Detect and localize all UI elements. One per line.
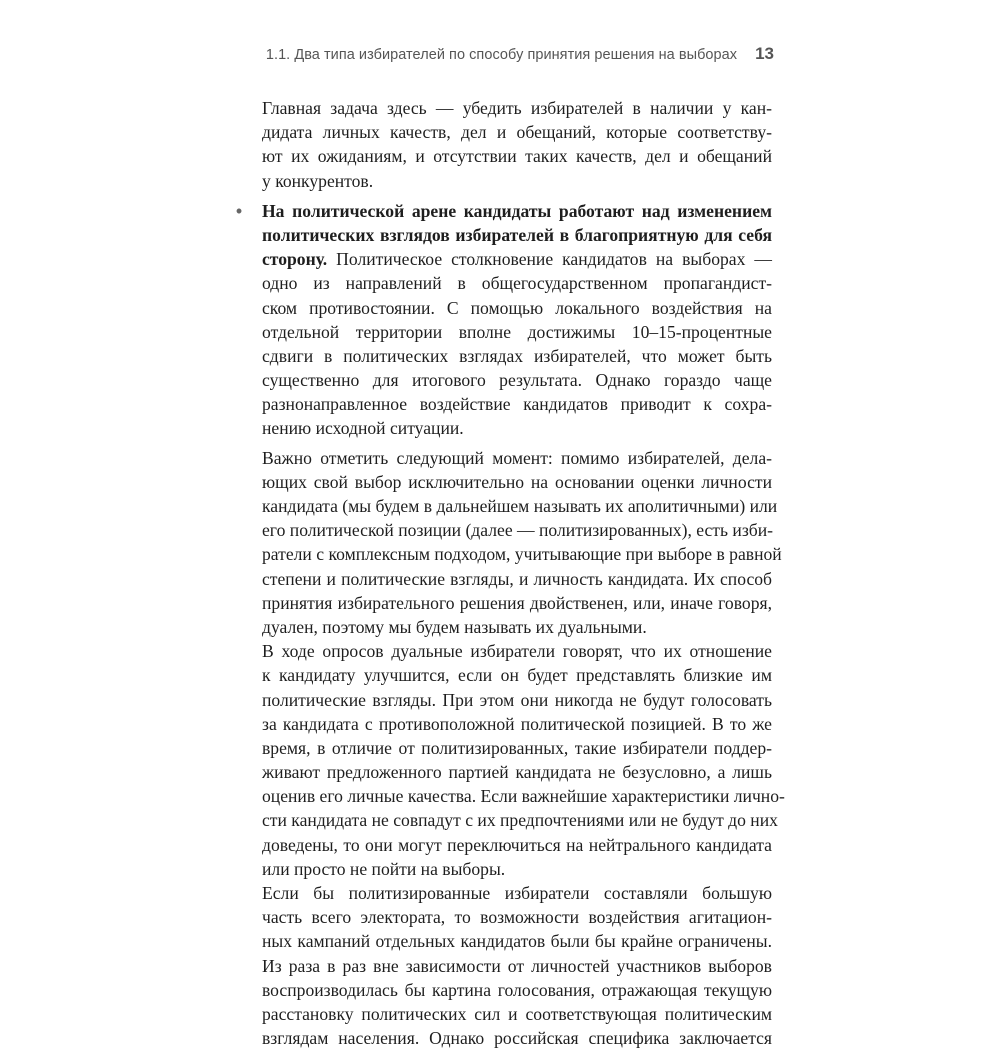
text-line: расстановку политических сил и соответствующая политическим [262,1003,772,1024]
text-line: воспроизводилась бы картина голосования, отражающая текущую [262,979,772,1000]
text-line: существенно для итогового результата. Однако гораздо чаще [262,370,772,391]
text-line: сти кандидата не совпадут с их предпочтениями или не будут до них [262,810,778,831]
text-line: сдвиги в политических взглядах избирателей, что может быть [262,345,772,366]
text-line: отдельной территории вполне достижимы 10–15-процентные [262,321,772,342]
bullet-item [235,199,772,441]
text-line: одно из направлений в общегосударственном пропагандист- [262,273,772,294]
paragraph-3 [262,639,785,881]
text-line: к кандидату улучшится, если он будет представлять близкие им [262,665,772,686]
text-line: ют их ожиданиям, и отсутствии таких качеств, дел и обещаний [262,146,772,167]
text-line: его политической позиции (далее — политизированных), есть изби- [262,520,774,541]
text-line [262,199,772,223]
text-line: Если бы политизированные избиратели составляли большую [262,883,772,903]
text-line: время, в отличие от политизированных, такие избиратели поддер- [262,737,772,758]
text-line: принятия избирательного решения двойственен, или, иначе говоря, [262,592,772,613]
bullet-marker: • [235,200,243,221]
text-line: оценив его личные качества. Если важнейшие характеристики лично- [262,786,785,807]
paragraph-2 [262,446,782,640]
text-line: взглядам населения. Однако российская специфика заключается [262,1028,772,1049]
text-line: ных кампаний отдельных кандидатов были бы крайне ограничены. [262,931,772,952]
text-line: доведены, то они могут переключиться на нейтрального кандидата [262,834,772,855]
text-line: ратели с комплексным подходом, учитывающие при выборе в равной [262,544,782,565]
text-line: кандидата (мы будем в дальнейшем называть их аполитичными) или [262,496,778,516]
text-line: дуален, поэтому мы будем называть их дуальными. [262,616,647,637]
text-line: у конкурентов. [262,170,374,191]
bold-text: политических взглядов избирателей в благоприятную для себя [262,224,772,245]
bold-text: На политической арене кандидаты работают над изменением [262,200,772,221]
running-head [262,44,774,68]
text-line: Из раза в раз вне зависимости от личностей участников выборов [262,955,772,976]
text-line: или просто не пойти на выборы. [262,858,506,879]
text-line: В ходе опросов дуальные избиратели говорят, что их отношение [262,641,772,662]
text-line: за кандидата с противоположной политической позицией. В то же [262,713,772,734]
regular-text: Политическое столкновение кандидатов на выборах — [327,249,772,270]
paragraph-4 [262,881,772,1050]
text-line: ющих свой выбор исключительно на основании оценки личности [262,471,772,492]
text-line [262,247,772,271]
text-line: степени и политические взгляды, и личность кандидата. Их способ [262,568,772,589]
running-head-title: 1.1. Два типа избирателей по способу принятия решения на выборах [265,47,738,63]
text-line: дидата личных качеств, дел и обещаний, которые соответству- [262,122,772,143]
text-line: живают предложенного партией кандидата не безусловно, а лишь [262,762,772,783]
text-line: ском противостоянии. С помощью локального воздействия на [262,297,772,318]
text-line: Главная задача здесь — убедить избирателей в наличии у кан- [262,98,772,118]
paragraph-1 [262,96,772,193]
text-line: политические взгляды. При этом они никогда не будут голосовать [262,689,772,710]
body-text [235,96,785,1050]
text-line [262,223,772,247]
bold-text: сторону. [262,249,328,270]
text-line: Важно отметить следующий момент: помимо избирателей, дела- [262,447,772,468]
text-line: разнонаправленное воздействие кандидатов приводит к сохра- [262,394,772,415]
page-number: 13 [755,44,774,63]
text-line: часть всего электората, то возможности воздействия агитацион- [262,907,772,928]
text-line: нению исходной ситуации. [262,418,464,439]
